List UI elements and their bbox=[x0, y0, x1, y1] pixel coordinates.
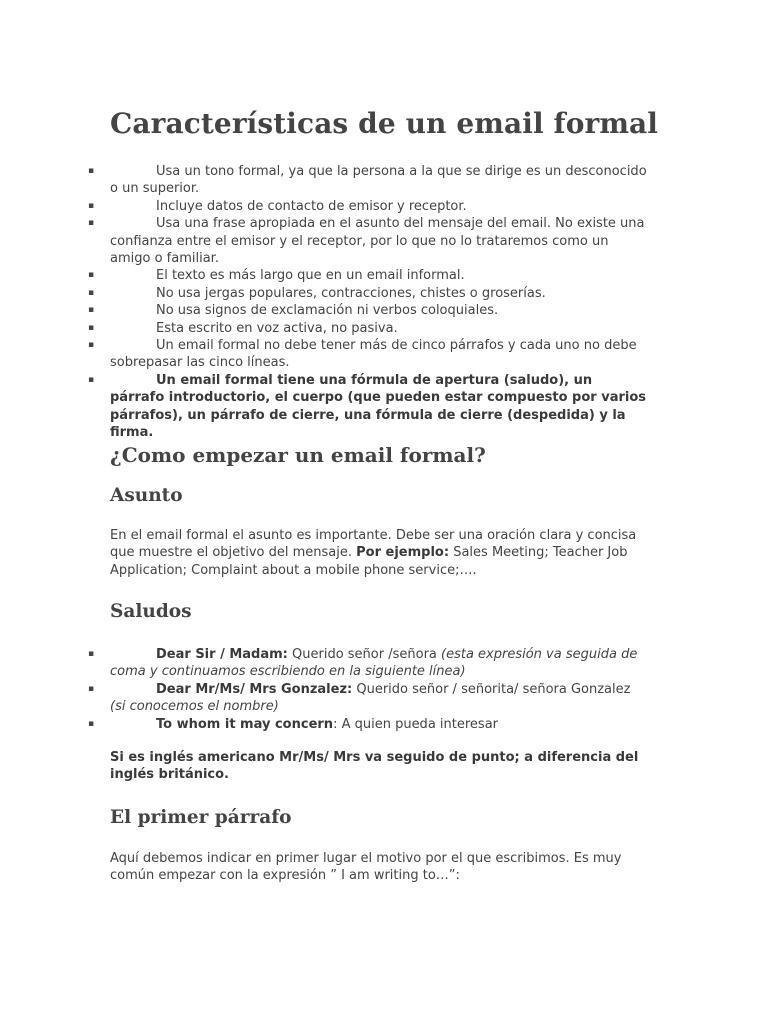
bullet-icon: ▪ bbox=[88, 200, 95, 211]
bullet-icon: ▪ bbox=[88, 374, 95, 385]
greeting-translation: Querido señor /señora bbox=[287, 647, 442, 662]
list-item bbox=[0, 681, 650, 716]
asunto-paragraph bbox=[110, 527, 655, 579]
list-item-text: El texto es más largo que en un email informal. bbox=[156, 268, 465, 284]
bullet-icon: ▪ bbox=[88, 287, 95, 298]
list-item bbox=[0, 198, 650, 215]
bullet-icon: ▪ bbox=[88, 166, 95, 176]
bullet-icon: ▪ bbox=[88, 340, 95, 351]
list-item-text: Incluye datos de contacto de emisor y receptor. bbox=[156, 198, 467, 214]
list-item bbox=[0, 267, 650, 284]
list-item bbox=[0, 163, 650, 198]
greeting-translation: Querido señor / señorita/ señora Gonzalez bbox=[352, 681, 631, 697]
bullet-icon: ▪ bbox=[88, 683, 95, 694]
list-item bbox=[0, 716, 650, 733]
section-heading-asunto: Asunto bbox=[110, 485, 183, 506]
bullet-icon: ▪ bbox=[88, 270, 95, 281]
list-item-text: Un email formal no debe tener más de cinco párrafos y cada uno no debe sobrepasar las cinco líneas. bbox=[110, 338, 637, 371]
list-item bbox=[0, 372, 650, 442]
list-item-text: No usa jergas populares, contracciones, chistes o groserías. bbox=[156, 285, 546, 301]
section-heading-start: ¿Como empezar un email formal? bbox=[110, 443, 486, 467]
list-item bbox=[0, 285, 650, 302]
page-title: Características de un email formal bbox=[110, 107, 659, 140]
greeting-note: (si conocemos el nombre) bbox=[110, 699, 279, 715]
bullet-icon: ▪ bbox=[88, 322, 95, 333]
primer-parrafo-paragraph: Aquí debemos indicar en primer lugar el motivo por el que escribimos. Es muy común empezar con la expresión ” I am writing to…”: bbox=[110, 851, 622, 884]
characteristics-list bbox=[0, 163, 768, 442]
asunto-text: En el email formal el asunto es importante. Debe ser una oración clara y concisa que muestre el objetivo del mensaje. bbox=[110, 528, 637, 561]
saludos-note-text: Si es inglés americano Mr/Ms/ Mrs va seguido de punto; a diferencia del inglés británico. bbox=[110, 750, 639, 783]
list-item-text: Usa una frase apropiada en el asunto del mensaje del email. No existe una confianza entre el emisor y el receptor, por lo que no lo trataremos como un amigo o familiar. bbox=[110, 216, 645, 267]
bullet-icon: ▪ bbox=[88, 649, 95, 659]
list-item bbox=[0, 215, 650, 267]
list-item-text: Un email formal tiene una fórmula de apertura (saludo), un párrafo introductorio, el cuerpo (que pueden estar compuesto por varios párrafos), un párrafo de cierre, una fórmula de cierre (despedida) y la firma. bbox=[110, 372, 647, 441]
list-item-text: Esta escrito en voz activa, no pasiva. bbox=[156, 320, 398, 336]
section-heading-saludos: Saludos bbox=[110, 601, 192, 622]
greeting-translation: : A quien pueda interesar bbox=[333, 716, 498, 732]
bullet-icon: ▪ bbox=[88, 305, 95, 316]
list-item bbox=[0, 320, 650, 337]
greeting-phrase: To whom it may concern bbox=[156, 716, 334, 732]
saludos-list bbox=[0, 646, 768, 733]
list-item bbox=[0, 302, 650, 319]
asunto-example-label: Por ejemplo: bbox=[356, 545, 450, 561]
greeting-phrase: Dear Mr/Ms/ Mrs Gonzalez: bbox=[156, 681, 353, 697]
list-item-text: Usa un tono formal, ya que la persona a la que se dirige es un desconocido o un superior. bbox=[110, 164, 647, 197]
list-item-text: No usa signos de exclamación ni verbos coloquiales. bbox=[156, 303, 499, 319]
list-item bbox=[0, 646, 650, 681]
saludos-note bbox=[110, 749, 650, 784]
list-item bbox=[0, 337, 650, 372]
greeting-note: (esta expresión va seguida de coma y continuamos escribiendo en la siguiente línea) bbox=[110, 647, 638, 680]
section-heading-primer-parrafo: El primer párrafo bbox=[110, 807, 292, 828]
greeting-phrase: Dear Sir / Madam: bbox=[156, 647, 288, 662]
bullet-icon: ▪ bbox=[88, 718, 95, 729]
asunto-examples: Sales Meeting; Teacher Job Application; Complaint about a mobile phone service;…. bbox=[110, 545, 628, 578]
bullet-icon: ▪ bbox=[88, 218, 95, 229]
